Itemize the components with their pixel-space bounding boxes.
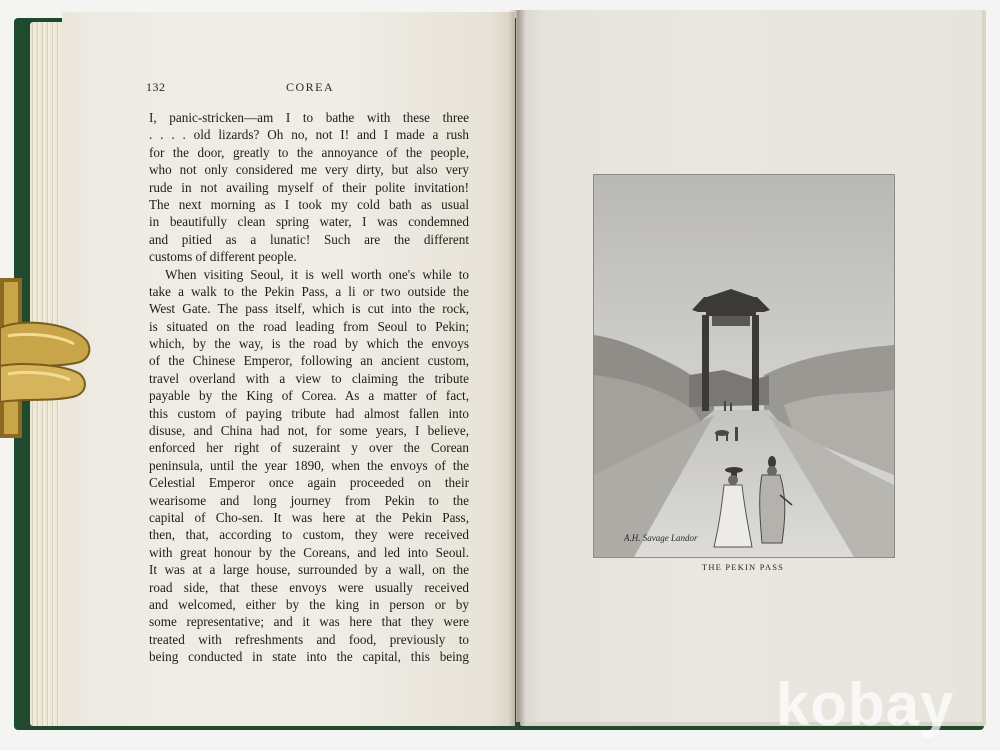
text-line: is situated on the road leading from Seoul to Pekin; — [149, 318, 469, 334]
text-line: It was at a large house, surrounded by a wall, on the — [149, 562, 469, 578]
text-line: and pitied as a lunatic! Such are the different — [149, 231, 469, 247]
text-line: Celestial Emperor once again proceeded on their — [149, 475, 469, 491]
text-line: disuse, and China had not, for some years, I believe, — [149, 423, 469, 439]
text-line: with great honour by the Coreans, and led into Seoul. — [149, 544, 469, 560]
text-line: enforced her right of suzeraint y over the Corean — [149, 440, 469, 456]
text-line: wearisome and long journey from Pekin to the — [149, 492, 469, 508]
text-line: travel overland with a view to claiming the tribute — [149, 370, 469, 386]
text-line: customs of different people. — [149, 249, 297, 265]
watermark-logo: kobay — [776, 671, 955, 738]
text-line: this custom of paying tribute had almost fallen into — [149, 405, 469, 421]
book-gutter — [508, 10, 526, 726]
text-line: The next morning as I took my cold bath as usual — [149, 196, 469, 212]
page-number: 132 — [146, 80, 166, 94]
illustration-plate — [593, 174, 895, 558]
engraving-illustration — [594, 175, 894, 557]
body-text — [149, 109, 469, 666]
text-line: of the Chinese Emperor, following an ancient custom, — [149, 353, 469, 369]
text-line: road side, that these envoys were usually received — [149, 579, 469, 595]
text-line: West Gate. The pass itself, which is cut into the rock, — [149, 301, 469, 317]
text-line: . . . . old lizards? Oh no, not I! and I made a rush — [149, 127, 469, 143]
text-line: then, that, according to custom, they were received — [149, 527, 469, 543]
text-line: treated with refreshments and food, previously to — [149, 631, 469, 647]
text-line: payable by the King of Corea. As a matter of fact, — [149, 388, 469, 404]
text-line: rude in not availing myself of their polite invitation! — [149, 179, 469, 195]
text-line: take a walk to the Pekin Pass, a li or two outside the — [149, 283, 469, 299]
text-line: peninsula, until the year 1890, when the envoys of the — [149, 457, 469, 473]
text-line: I, panic-stricken—am I to bathe with these three — [149, 110, 469, 125]
text-line: When visiting Seoul, it is well worth one's while to — [165, 266, 469, 282]
illustration-caption: THE PEKIN PASS — [701, 562, 785, 572]
text-line: and welcomed, either by the king in person or by — [149, 596, 469, 612]
text-line: for the door, greatly to the annoyance of the people, — [149, 144, 469, 160]
running-head: COREA — [286, 80, 335, 94]
brass-page-clip — [0, 278, 95, 438]
text-line: some representative; and it was here that they were — [149, 614, 469, 630]
text-line: capital of Cho-sen. It was here at the Pekin Pass, — [149, 509, 469, 525]
text-line: in beautifully clean spring water, I was condemned — [149, 214, 469, 230]
text-line: who not only considered me very dirty, but also very — [149, 162, 469, 178]
text-line: which, by the way, is the road by which the envoys — [149, 336, 469, 352]
text-line: being conducted in state into the capital, this being — [149, 649, 469, 665]
illustration-signature: A.H. Savage Landor — [624, 533, 698, 543]
